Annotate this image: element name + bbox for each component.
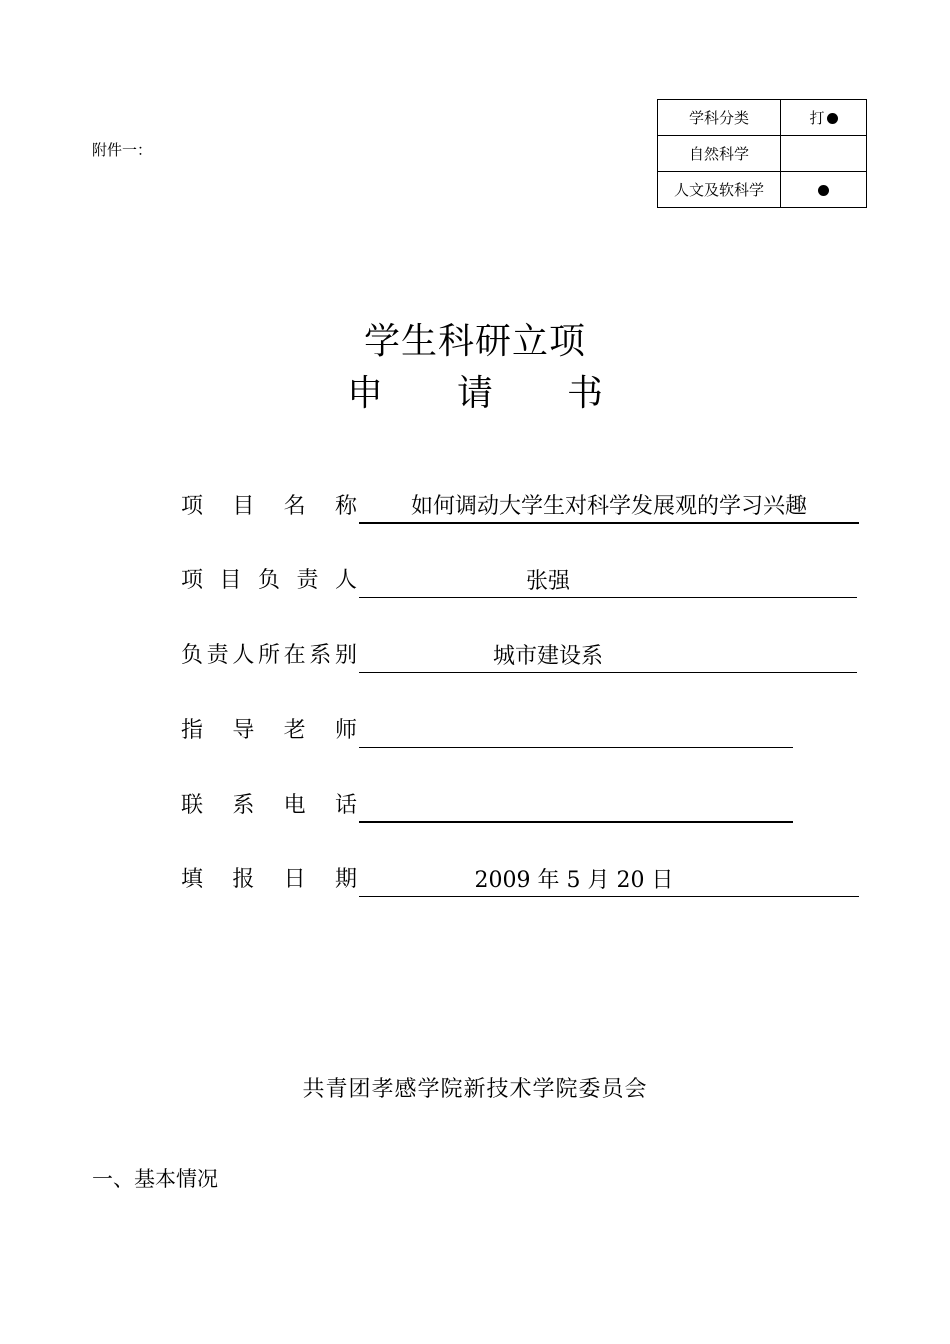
project-name-field[interactable]	[359, 489, 859, 524]
field-label	[181, 638, 357, 669]
date-field[interactable]	[359, 863, 859, 897]
label-char: 称	[334, 494, 357, 519]
title-char: 申	[346, 373, 383, 414]
selected-dot-icon	[818, 185, 829, 196]
department-field[interactable]	[359, 639, 857, 673]
label-char: 负	[181, 643, 204, 668]
label-char: 人	[232, 643, 255, 668]
label-char: 日	[283, 867, 306, 892]
project-name-value: 如何调动大学生对科学发展观的学习兴趣	[410, 494, 807, 519]
field-label	[181, 489, 357, 520]
title-line-2	[0, 365, 950, 416]
label-char: 目	[232, 494, 255, 519]
category-header: 学科分类	[658, 100, 781, 136]
label-char: 填	[181, 867, 204, 892]
label-char: 系	[232, 793, 255, 818]
title-char: 请	[456, 373, 493, 414]
department-value: 城市建设系	[492, 644, 603, 669]
subject-category-table	[657, 99, 867, 208]
title-line-1: 学生科研立项	[363, 321, 586, 362]
label-char: 期	[334, 867, 357, 892]
label-char: 项	[181, 494, 204, 519]
mark-cell-natural-science[interactable]	[781, 136, 867, 172]
label-char: 别	[334, 643, 357, 668]
mark-label: 打	[809, 109, 825, 127]
section-heading: 一、基本情况	[92, 1167, 218, 1191]
attachment-label: 附件一：	[92, 141, 153, 159]
label-char: 人	[334, 568, 357, 593]
mark-header	[781, 100, 867, 136]
organization-name: 共青团孝感学院新技术学院委员会	[302, 1077, 648, 1102]
label-char: 所	[257, 643, 280, 668]
label-char: 导	[232, 718, 255, 743]
label-char: 师	[334, 718, 357, 743]
leader-field[interactable]	[359, 564, 857, 598]
label-char: 名	[283, 494, 306, 519]
label-char: 系	[309, 643, 332, 668]
label-char: 目	[219, 568, 242, 593]
leader-value: 张强	[525, 569, 570, 594]
field-label	[181, 713, 357, 744]
label-char: 报	[232, 867, 255, 892]
label-char: 电	[283, 793, 306, 818]
field-label	[181, 862, 357, 893]
label-char: 项	[181, 568, 204, 593]
field-label	[181, 788, 357, 819]
category-natural-science: 自然科学	[658, 136, 781, 172]
label-char: 责	[296, 568, 319, 593]
label-char: 责	[206, 643, 229, 668]
mark-cell-humanities[interactable]	[781, 172, 867, 208]
dot-icon	[827, 113, 838, 124]
label-char: 指	[181, 718, 204, 743]
label-char: 联	[181, 793, 204, 818]
field-label	[181, 563, 357, 594]
label-char: 负	[257, 568, 280, 593]
category-humanities: 人文及软科学	[658, 172, 781, 208]
label-char: 话	[334, 793, 357, 818]
label-char: 在	[283, 643, 306, 668]
advisor-field[interactable]	[359, 719, 793, 748]
label-char: 老	[283, 718, 306, 743]
title-char: 书	[566, 373, 603, 414]
phone-field[interactable]	[359, 793, 793, 823]
date-value: 2009 年 5 月 20 日	[474, 868, 674, 893]
